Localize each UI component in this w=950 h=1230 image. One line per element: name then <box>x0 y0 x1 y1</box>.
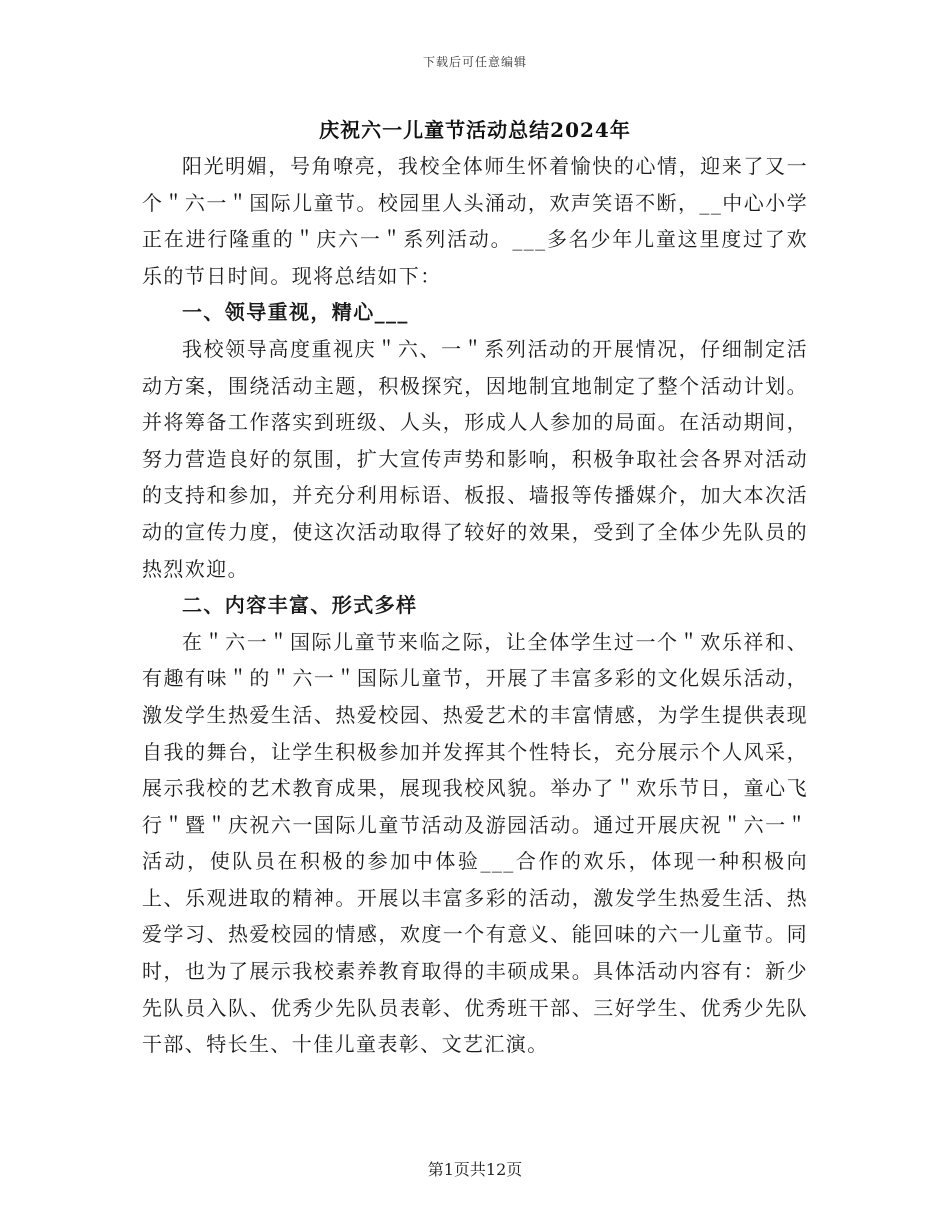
intro-paragraph: 阳光明媚，号角嘹亮，我校全体师生怀着愉快的心情，迎来了又一个＂六一＂国际儿童节。校园里人头涌动，欢声笑语不断，__中心小学正在进行隆重的＂庆六一＂系列活动。___多名少年儿童这里度过了欢乐的节日时间。现将总结如下： <box>142 154 808 288</box>
section-2-paragraph: 在＂六一＂国际儿童节来临之际，让全体学生过一个＂欢乐祥和、有趣有味＂的＂六一＂国际儿童节，开展了丰富多彩的文化娱乐活动，激发学生热爱生活、热爱校园、热爱艺术的丰富情感，为学生提供表现自我的舞台，让学生积极参加并发挥其个性特长，充分展示个人风采，展示我校的艺术教育成果，展现我校风貌。举办了＂欢乐节日，童心飞行＂暨＂庆祝六一国际儿童节活动及游园活动。通过开展庆祝＂六一＂活动，使队员在积极的参加中体验___合作的欢乐，体现一种积极向上、乐观进取的精神。开展以丰富多彩的活动，激发学生热爱生活、热爱学习、热爱校园的情感，欢度一个有意义、能回味的六一儿童节。同时，也为了展示我校素养教育取得的丰硕成果。具体活动内容有：新少先队员入队、优秀少先队员表彰、优秀班干部、三好学生、优秀少先队干部、特长生、十佳儿童表彰、文艺汇演。 <box>142 629 808 1057</box>
section-1-heading: 一、领导重视，精心___ <box>182 300 409 325</box>
section-1-paragraph: 我校领导高度重视庆＂六、一＂系列活动的开展情况，仔细制定活动方案，围绕活动主题，积极探究，因地制宜地制定了整个活动计划。并将筹备工作落实到班级、人头，形成人人参加的局面。在活动期间，努力营造良好的氛围，扩大宣传声势和影响，积极争取社会各界对活动的支持和参加，并充分利用标语、板报、墙报等传播媒介，加大本次活动的宣传力度，使这次活动取得了较好的效果，受到了全体少先队员的热烈欢迎。 <box>142 336 808 581</box>
document-body <box>142 148 808 1063</box>
page-header-note: 下载后可任意编辑 <box>422 55 527 69</box>
page-footer-number: 第1页共12页 <box>427 1160 523 1179</box>
document-title: 庆祝六一儿童节活动总结2024年 <box>319 118 631 142</box>
section-2-heading: 二、内容丰富、形式多样 <box>182 593 418 618</box>
